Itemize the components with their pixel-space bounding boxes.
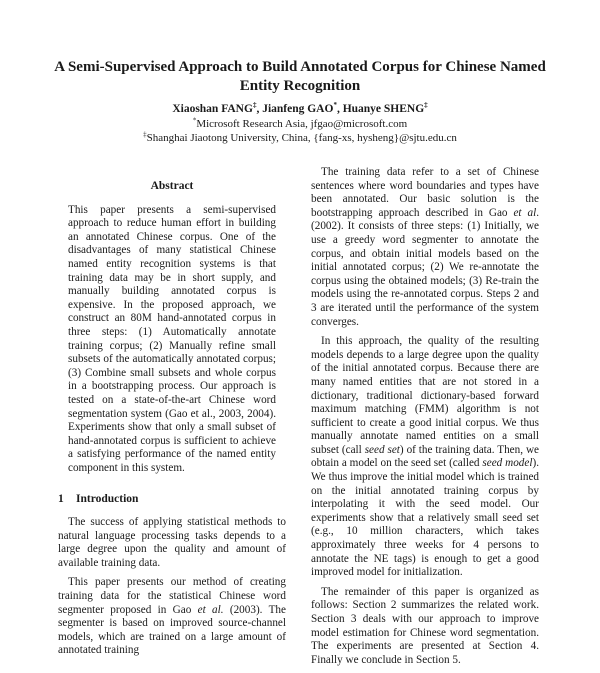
author-mark: ‡ <box>424 101 428 110</box>
affiliation-text: Microsoft Research Asia, jfgao@microsoft.com <box>196 118 408 130</box>
author-name: Xiaoshan FANG <box>172 103 253 115</box>
section-title: Introduction <box>76 493 139 506</box>
paper-title: A Semi-Supervised Approach to Build Annotated Corpus for Chinese Named Entity Recognition <box>54 59 546 94</box>
affiliation-mark: ‡ <box>143 130 147 139</box>
paragraph: This paper presents our method of creating training data for the statistical Chinese word segmenter proposed in Gao et al. (2003). The segmenter is based on improved source-channel models, which are trained on a large amount of annotated training <box>58 576 286 657</box>
right-column <box>311 166 539 673</box>
section-number: 1 <box>58 493 64 506</box>
affiliation <box>40 131 560 145</box>
section-heading <box>58 493 286 507</box>
abstract-heading: Abstract <box>150 180 194 192</box>
paragraph: In this approach, the quality of the resulting models depends to a large degree upon the quality of the initial annotated corpus. Because there are many named entities that are not stored in a dictionary, traditional dictionary-based forward maximum matching (FMM) algorithm is not sufficient to create a good initial corpus. We thus manually annotate named entities on a small subset (call seed set) of the training data. Then, we obtain a model on the seed set (called seed model). We thus improve the initial model which is trained on the initial annotated training corpus by interpolating it with the seed model. Our experiments show that a relatively small seed set (e.g., 10 million characters, which takes approximately three weeks for 4 persons to annotate the NE tags) is enough to get a good improved model for initialization. <box>311 335 539 579</box>
author-name: Jianfeng GAO <box>262 103 334 115</box>
author-name: Huanye SHENG <box>342 103 425 115</box>
paragraph: The training data refer to a set of Chinese sentences where word boundaries and types have been annotated. Our basic solution is the bootstrapping approach described in Gao et al. (2002). It consists of three steps: (1) Initially, we use a greedy word segmenter to annotate the corpus, and obtain initial models based on the initial annotated corpus; (2) We re-annotate the corpus using the obtained models; (3) Re-train the models using the re-annotated corpus. Steps 2 and 3 are iterated until the performance of the system converges. <box>311 166 539 328</box>
author-mark: * <box>333 101 337 110</box>
affiliation-text: Shanghai Jiaotong University, China, {fang-xs, hysheng}@sjtu.edu.cn <box>146 132 457 144</box>
author-line: Xiaoshan FANG‡, Jianfeng GAO*, Huanye SHENG‡ <box>172 101 428 115</box>
paragraph: The success of applying statistical methods to natural language processing tasks depends to a large degree upon the quality and amount of available training data. <box>58 516 286 569</box>
abstract-body: This paper presents a semi-supervised approach to reduce human effort in building an annotated Chinese corpus. One of the disadvantages of many statistical Chinese named entity recognition systems is that training data may be in short supply, and manually building annotated corpus is expensive. In the proposed approach, we construct an 80M hand-annotated corpus in three steps: (1) Automatically annotate training corpus; (2) Manually refine small subsets of the automatically annotated corpus; (3) Combine small subsets and whole corpus in a bootstrapping process. Our approach is tested on a state-of-the-art Chinese word segmentation system (Gao et al., 2003, 2004). Experiments show that only a small subset of hand-annotated corpus is sufficient to achieve a satisfying performance of the named entity component in this system. <box>68 203 276 474</box>
affiliation-mark: * <box>192 116 197 125</box>
author-mark: ‡ <box>252 101 257 110</box>
left-column <box>58 180 286 664</box>
paragraph: The remainder of this paper is organized as follows: Section 2 summarizes the related work. Section 3 deals with our approach to improve model estimation for Chinese word segmentation. The experiments are presented at Section 4. Finally we conclude in Section 5. <box>311 585 539 666</box>
affiliation <box>40 117 560 131</box>
